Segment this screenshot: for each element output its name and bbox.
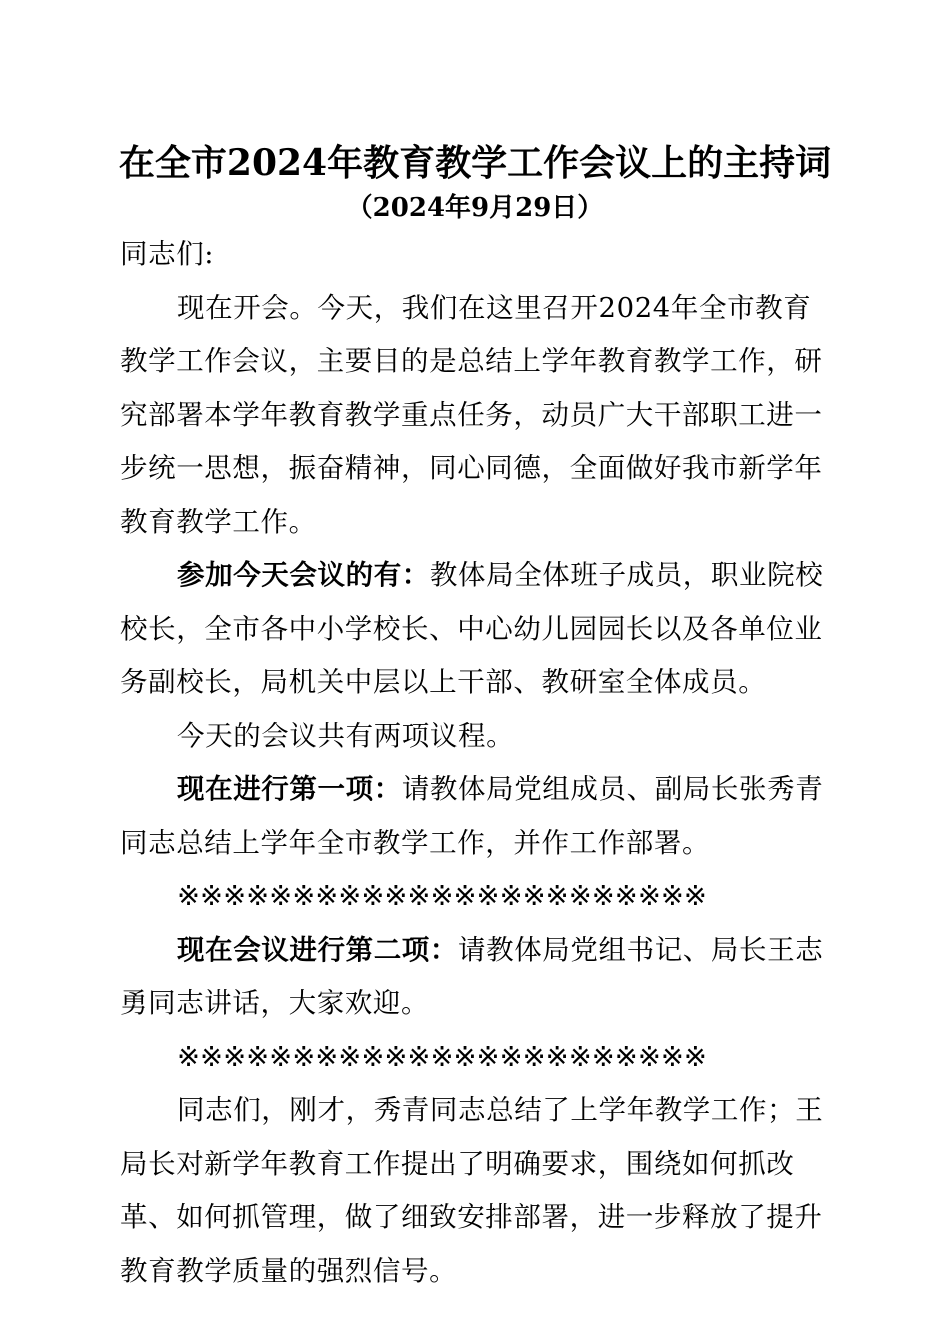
section-divider: ※※※※※※※※※※※※※※※※※※※※※※※ bbox=[177, 1040, 707, 1073]
salutation: 同志们: bbox=[120, 238, 215, 270]
item-one-lead: 现在进行第一项： bbox=[177, 773, 402, 805]
item-two-lead: 现在会议进行第二项： bbox=[177, 933, 458, 966]
paragraph-item-one bbox=[120, 763, 824, 870]
item-one-text: 请教体局党组成员、副局长张秀青同志总结上学年全市教学工作，并作工作部署。 bbox=[120, 773, 824, 859]
document-body bbox=[120, 228, 824, 1298]
attendees-lead: 参加今天会议的有： bbox=[177, 559, 430, 591]
section-divider: ※※※※※※※※※※※※※※※※※※※※※※※ bbox=[177, 880, 707, 912]
document-date: （2024年9月29日） bbox=[346, 193, 604, 223]
paragraph-agenda: 今天的会议共有两项议程。 bbox=[177, 719, 515, 752]
item-two-text: 请教体局党组书记、局长王志勇同志讲话，大家欢迎。 bbox=[120, 933, 824, 1019]
paragraph-summary: 同志们，刚才，秀青同志总结了上学年教学工作；王局长对新学年教育工作提出了明确要求，围绕如何抓改革、如何抓管理，做了细致安排部署，进一步释放了提升教育教学质量的强烈信号。 bbox=[120, 1094, 824, 1287]
paragraph-item-two bbox=[120, 924, 824, 1031]
paragraph-opening: 现在开会。今天，我们在这里召开2024年全市教育教学工作会议，主要目的是总结上学年教育教学工作，研究部署本学年教育教学重点任务，动员广大干部职工进一步统一思想，振奋精神，同心同德，全面做好我市新学年教育教学工作。 bbox=[120, 291, 823, 538]
attendees-text: 教体局全体班子成员，职业院校校长，全市各中小学校长、中心幼儿园园长以及各单位业务副校长，局机关中层以上干部、教研室全体成员。 bbox=[120, 559, 824, 698]
document-title: 在全市2024年教育教学工作会议上的主持词 bbox=[118, 142, 832, 184]
paragraph-attendees bbox=[120, 549, 824, 710]
